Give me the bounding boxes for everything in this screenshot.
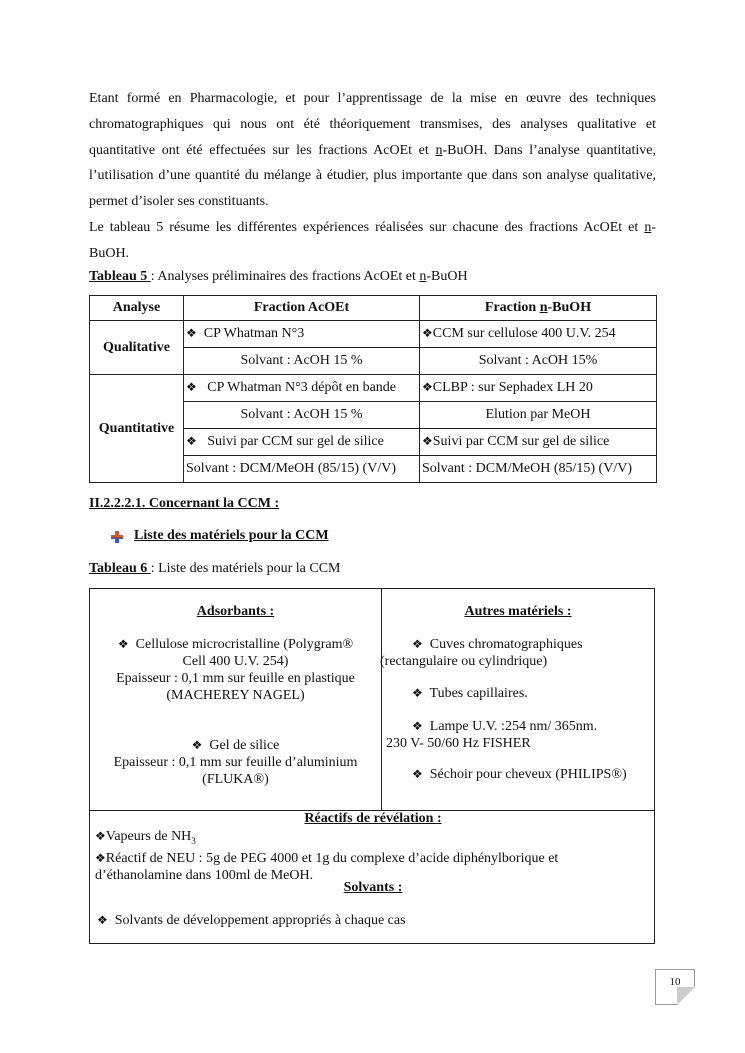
table5 — [89, 295, 657, 483]
diamond-bullet-icon: ❖ — [422, 380, 433, 394]
autres-tubes-text: Tubes capillaires. — [429, 686, 528, 701]
autres-lampe-line2: 230 V- 50/60 Hz FISHER — [386, 736, 531, 751]
reactif-nh3-text: Vapeurs de NH — [105, 829, 192, 844]
paragraph-1-n: n — [435, 142, 443, 158]
bullet-heading — [112, 528, 329, 544]
section-heading: II.2.2.2.1. Concernant la CCM : — [89, 496, 280, 511]
table5-cell — [184, 321, 420, 348]
table5-caption-text-b: -BuOH — [426, 269, 468, 284]
adsorbants-title: Adsorbants : — [196, 604, 275, 619]
solvants-title: Solvants : — [343, 880, 403, 895]
page-number: 10 — [669, 976, 681, 988]
diamond-bullet-icon: ❖ — [191, 738, 203, 752]
table6-caption-label: Tableau 6 — [89, 561, 151, 576]
table5-cell-text: Suivi par CCM sur gel de silice — [207, 434, 384, 449]
table5-row-quantitative — [90, 375, 657, 402]
autres-cuves — [382, 636, 654, 670]
table5-header-buoh — [420, 296, 657, 321]
paragraph-2 — [89, 215, 656, 267]
diamond-bullet-icon: ❖ — [422, 326, 433, 340]
diamond-bullet-icon: ❖ — [412, 686, 423, 700]
diamond-bullet-icon: ❖ — [412, 637, 423, 651]
table5-cell: Solvant : AcOH 15 % — [184, 348, 420, 375]
adsorbant-cellulose — [90, 636, 381, 704]
adsorbant-cellulose-line1: Cellulose microcristalline (Polygram® — [135, 637, 354, 652]
table5-header-buoh-a: Fraction — [484, 300, 540, 315]
autres-cuves-line1: Cuves chromatographiques — [429, 637, 583, 652]
diamond-bullet-icon: ❖ — [422, 434, 433, 448]
table5-header-acoet: Fraction AcOEt — [184, 296, 420, 321]
table5-caption-label: Tableau 5 — [89, 269, 151, 284]
table5-header-buoh-b: -BuOH — [547, 300, 592, 315]
reactif-neu-line2: d’éthanolamine dans 100ml de MeOH. — [95, 867, 314, 883]
reactifs-list — [95, 828, 558, 884]
table5-cell — [184, 429, 420, 456]
table5-row-qualitative — [90, 321, 657, 348]
table5-cell: Solvant : AcOH 15% — [420, 348, 657, 375]
adsorbant-silice-line1: Gel de silice — [209, 738, 280, 753]
reactif-nh3-subscript: 3 — [191, 835, 196, 846]
table5-cell-text: CLBP : sur Sephadex LH 20 — [432, 380, 593, 395]
table5-cell-text: CCM sur cellulose 400 U.V. 254 — [432, 326, 616, 341]
table5-rowhead-quantitative: Quantitative — [90, 375, 184, 483]
diamond-bullet-icon: ❖ — [186, 326, 197, 340]
table5-cell — [420, 375, 657, 402]
autres-lampe — [386, 718, 656, 752]
table6 — [89, 588, 655, 944]
page-number-box — [655, 969, 695, 1005]
table5-caption-text-a: : Analyses préliminaires des fractions AcOEt et — [150, 269, 420, 284]
diamond-bullet-icon: ❖ — [412, 767, 423, 781]
adsorbant-silice — [90, 737, 381, 788]
diamond-bullet-icon: ❖ — [117, 637, 129, 651]
paragraph-2-text-b: -BuOH. — [89, 219, 656, 261]
adsorbant-cellulose-line2: Cell 400 U.V. 254) — [182, 654, 289, 669]
adsorbant-silice-line3: (FLUKA®) — [202, 772, 269, 787]
table5-cell-text: CP Whatman N°3 dépôt en bande — [207, 380, 396, 395]
diamond-bullet-icon: ❖ — [186, 380, 197, 394]
table5-cell — [184, 375, 420, 402]
table5-header-row — [90, 296, 657, 321]
diamond-bullet-icon: ❖ — [97, 913, 108, 927]
paragraph-2-text-a: Le tableau 5 résume les différentes expériences réalisées sur chacune des fractions AcOEt et — [89, 219, 645, 235]
reactif-neu-line1: Réactif de NEU : 5g de PEG 4000 et 1g du complexe d’acide diphénylborique et — [105, 850, 559, 866]
diamond-bullet-icon: ❖ — [95, 850, 106, 865]
paragraph-1-text-a: Etant formé en Pharmacologie, et pour l’apprentissage de la mise en œuvre des techniques chromatographiques qui nous ont été théoriquement transmises, des analyses qualitative et quantitative ont été effectuées sur les fractions AcOEt et — [89, 91, 656, 158]
diamond-bullet-icon: ❖ — [186, 434, 197, 448]
adsorbant-silice-line2: Epaisseur : 0,1 mm sur feuille d’aluminium — [113, 755, 358, 770]
bullet-heading-text: Liste des matériels pour la CCM — [134, 528, 329, 543]
table5-rowhead-qualitative: Qualitative — [90, 321, 184, 375]
table5-cell: Solvant : AcOH 15 % — [184, 402, 420, 429]
solvants-item-text: Solvants de développement appropriés à chaque cas — [114, 913, 406, 928]
table5-cell-text: CP Whatman N°3 — [203, 326, 305, 341]
reactifs-title: Réactifs de révélation : — [304, 811, 442, 826]
autres-title: Autres matériels : — [464, 604, 572, 619]
table6-caption — [89, 561, 340, 577]
table5-header-analyse: Analyse — [90, 296, 184, 321]
adsorbant-cellulose-line3: Epaisseur : 0,1 mm sur feuille en plastique — [116, 671, 355, 686]
solvants-item — [97, 913, 406, 929]
page-fold-icon — [677, 987, 695, 1005]
table6-caption-text: : Liste des matériels pour la CCM — [150, 561, 341, 576]
adsorbant-cellulose-line4: (MACHEREY NAGEL) — [166, 688, 305, 703]
table5-cell: Solvant : DCM/MeOH (85/15) (V/V) — [184, 456, 420, 483]
autres-sechoir-text: Séchoir pour cheveux (PHILIPS®) — [429, 767, 627, 782]
table5-caption — [89, 269, 468, 285]
table5-cell: Elution par MeOH — [420, 402, 657, 429]
column-divider — [381, 589, 382, 810]
plus-bullet-icon — [110, 530, 124, 544]
table5-cell: Solvant : DCM/MeOH (85/15) (V/V) — [420, 456, 657, 483]
diamond-bullet-icon: ❖ — [95, 829, 106, 843]
autres-cuves-line2: (rectangulaire ou cylindrique) — [380, 654, 548, 669]
intro-paragraph — [89, 86, 656, 267]
autres-sechoir — [412, 767, 627, 783]
table5-cell — [420, 429, 657, 456]
autres-tubes — [412, 686, 528, 702]
table5-caption-n: n — [419, 269, 427, 284]
paragraph-2-n: n — [644, 219, 652, 235]
table5-cell — [420, 321, 657, 348]
paragraph-1 — [89, 86, 656, 215]
diamond-bullet-icon: ❖ — [412, 719, 423, 733]
table5-cell-text: Suivi par CCM sur gel de silice — [432, 434, 610, 449]
paragraph-1-text-b: -BuOH. Dans l’analyse quantitative, l’utilisation d’une quantité du mélange à étudier, plus importante que dans son analyse qualitative, permet d’isoler ses constituants. — [89, 142, 656, 210]
table5-header-buoh-n: n — [539, 300, 548, 315]
autres-lampe-line1: Lampe U.V. :254 nm/ 365nm. — [429, 719, 598, 734]
